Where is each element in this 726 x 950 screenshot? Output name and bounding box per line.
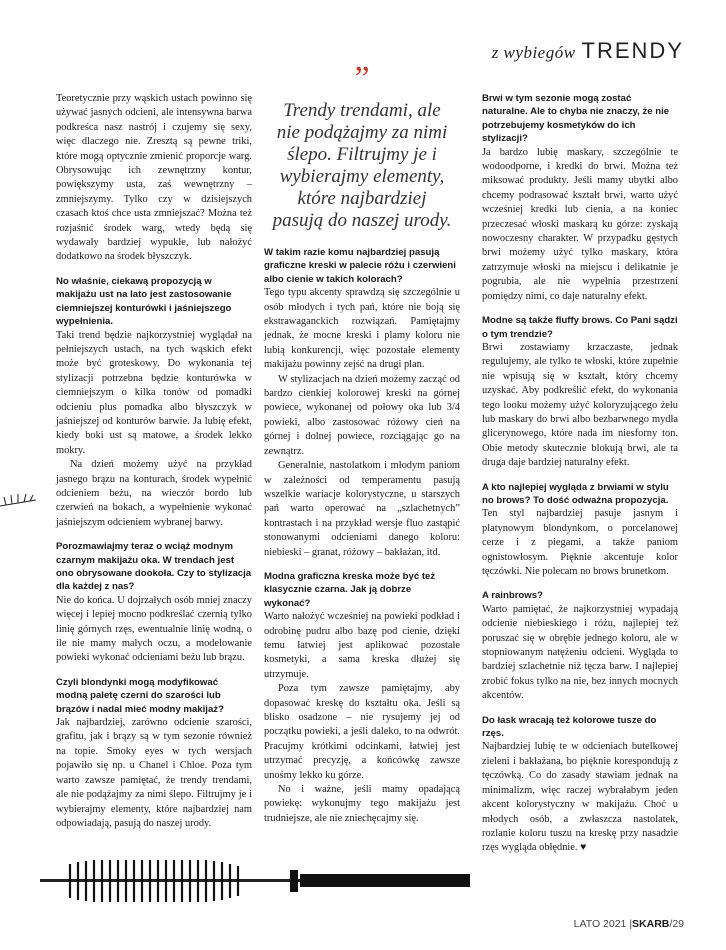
question: Brwi w tym sezonie mogą zostać naturalne. Ale to chyba nie znaczy, że nie potrzebujemy kosmetyków do ich stylizacji? xyxy=(482,93,670,145)
question: Modne są także fluffy brows. Co Pani sądzi o tym trendzie? xyxy=(482,315,678,340)
paragraph: Warto pamiętać, że najkorzystniej wypadają odcienie niebieskiego i różu, najlepiej też poruszać się w obrębie jednego koloru, ale w stopniowanym natężeniu odcieni. Wygląda to bardziej szlachetnie niż tęcza barw. I najlepiej zrobić fokus tylko na nie, bez innych mocnych akcentów. xyxy=(482,603,678,702)
question: A rainbrows? xyxy=(482,590,543,602)
question: W takim razie komu najbardziej pasują graficzne kreski w palecie różu i czerwieni albo cienie w takich kolorach? xyxy=(264,247,456,285)
paragraph: Taki trend będzie najkorzystniej wyglądał na pełniejszych ustach, na tych wąskich efekt może być groteskowy. Do wykonania tej stylizacji potrzebna będzie konturówka w ciemniejszym o kilka tonów od pomadki odcieniu plus pomadka albo błyszczyk w jaśniejszej od konturów barwie. Ja lubię efekt, kiedy boki ust są matowe, a środek lekko mokry. xyxy=(56,329,252,456)
pull-quote xyxy=(264,60,460,246)
page-footer xyxy=(574,918,684,930)
question: Porozmawiajmy teraz o wciąż modnym czarnym makijażu oka. W trendach jest ono obrysowane dookoła. Czy to stylizacja dla każdej z nas? xyxy=(56,541,252,593)
footer-brand: SKARB xyxy=(632,918,670,930)
paragraph: Ja bardzo lubię maskary, szczególnie te wodoodporne, i kredki do brwi. Można też miksować produkty. Jeśli mamy ubytki albo chcemy podrasować kształt brwi, warto użyć wcześniej kredki lub cienia, a na koniec przeczesać włoski maskarą ku górze: zyskają nowoczesny charakter. W przypadku gęstych brwi możemy użyć tylko maskary, która zatrzymuje włoski na miejscu i delikatnie je pogrubia, ale nie wypełnia przestrzeni pomiędzy nimi, co daje naturalny efekt. xyxy=(482,146,678,302)
question: No właśnie, ciekawą propozycją w makijażu ust na lato jest zastosowanie ciemniejszej konturówki i jaśniejszego wypełnienia. xyxy=(56,275,232,328)
paragraph: Nie do końca. U dojrzałych osób mniej znaczy więcej i lepiej mocno podkreślać czernią tylko linię górnych rzęs, ewentualnie linię wodną, o ile nie mamy małych oczu, a modelowanie powieki wykonać odcieniami beżu lub brązu. xyxy=(56,594,252,664)
paragraph: Ten styl najbardziej pasuje jasnym i platynowym blondynkom, o porcelanowej cerze i z piegami, a także paniom ognistowłosym. Pięknie akcentuje kolor tęczówki. Nie polecam no brows brunetkom. xyxy=(482,508,678,577)
mascara-brush-icon xyxy=(0,852,470,912)
pull-quote-text: Trendy trendami, ale nie podążajmy za nimi ślepo. Filtrujmy je i wybierajmy elementy, które najbardziej pasują do naszej urody. xyxy=(272,100,452,231)
quote-mark-icon: ” xyxy=(354,60,370,97)
column-2 xyxy=(264,60,460,826)
paragraph: Generalnie, nastolatkom i młodym paniom w zależności od temperamentu pasują wszelkie wariacje kolorystyczne, u starszych pań warto operować na „szlachetnych” kontrastach i na przykład wersje fluo zastąpić stonowanymi odcieniami danego koloru: niebieski – granat, różowy – bakłażan, itd. xyxy=(264,460,460,558)
column-1 xyxy=(56,92,252,831)
paragraph: Na dzień możemy użyć na przykład jasnego brązu na konturach, środek wypełnić odcieniem beżu, na wieczór bordo lub czerwień na bokach, a wypełnienie wykonać jaśniejszym odcieniem wybranej barwy. xyxy=(56,459,252,528)
paragraph: Tego typu akcenty sprawdzą się szczególnie u osób młodych i tych pań, które nie boją się ekstrawaganckich rozwiązań. Pamiętajmy jednak, że mocne kreski i plamy koloru nie lubią konkurencji, więc pozostałe elementy makijażu powinny zejść na drugi plan. xyxy=(264,287,460,371)
paragraph: Najbardziej lubię te w odcieniach butelkowej zieleni i bakłażana, bo pięknie korespondują z tęczówką. Co do zasady stawiam jednak na minimalizm, więc raczej wybrałabym jeden akcent kolorystyczny w makijażu. Choć u młodych osób, a zwłaszcza nastolatek, rozlanie koloru tuszu na kreskę przy nasadzie rzęs wygląda obłędnie. ♥ xyxy=(482,741,678,854)
question: Czyli blondynki mogą modyfikować modną paletę czerni do szarości lub brązów i nadal mieć modny makijaż? xyxy=(56,676,224,715)
footer-season: LATO 2021 xyxy=(573,918,627,930)
paragraph: Jak najbardziej, zarówno odcienie szarości, grafitu, jak i brązy są w tym sezonie również na topie. Smoky eyes w tych wersjach pojawiło się np. u Chanel i Chloe. Poza tym warto zawsze pamiętać, że trendy trendami, ale nie podążajmy za nimi ślepo. Filtrujmy je i wybierajmy elementy, które najbardziej nam odpowiadają, pasują do naszej urody. xyxy=(56,717,252,829)
eyelash-icon xyxy=(0,492,40,512)
section-header xyxy=(492,38,684,64)
footer-separator: / xyxy=(669,918,673,930)
paragraph: No i ważne, jeśli mamy opadającą powiekę: wykonujmy tego makijażu jest trudniejsze, ale nie zniechęcajmy się. xyxy=(264,784,460,824)
page-number: 29 xyxy=(672,918,684,930)
paragraph: Teoretycznie przy wąskich ustach powinno się używać jasnych odcieni, ale intensywna barwa podkreśca nasz nastrój i czujemy się sexy, więc dlaczego nie. Zresztą są pewne triki, które mogą optycznie zmienić proporcje warg. Obrysowując ich zewnętrzny kontur, powiększymy usta, zaś wewnętrzny – zmniejszymy. Tylko czy w dzisiejszych czasach ktoś chce usta zmniejszać? Można też rozjaśnić środek warg, wtedy będą się wydawały bardziej wypukłe, lub nałożyć dodatkowo na środek błyszczyk. xyxy=(56,93,252,263)
column-3 xyxy=(482,92,678,856)
paragraph: Warto nałożyć wcześniej na powieki podkład i odrobinę pudru albo bazę pod cienie, dzięki temu łatwiej jest aplikować pozostałe kosmetyki, a sama kreska dłużej się utrzymuje. xyxy=(264,611,460,680)
section-subtitle: z wybiegów xyxy=(491,43,576,62)
paragraph: Brwi zostawiamy krzaczaste, jednak regulujemy, ale tylko te włoski, które zupełnie nie wpisują się w kształt, który chcemy uzyskać. Aby podkreślić efekt, do wykonania tego looku możemy użyć koloryzującego żelu lub maskary do brwi albo bezbarwnego mydła glicerynowego, które nada im niesforny ton. Obie metody skutecznie blokują brwi, ale ta druga daje bardziej naturalny efekt. xyxy=(482,341,678,469)
section-title: TRENDY xyxy=(581,38,684,63)
question: Modna graficzna kreska może być też klasycznie czarna. Jak ją dobrze wykonać? xyxy=(264,570,436,609)
footer-separator: | xyxy=(629,918,633,930)
question: A kto najlepiej wygląda z brwiami w stylu no brows? To dość odważna propozycja. xyxy=(482,481,669,506)
paragraph: W stylizacjach na dzień możemy zacząć od bardzo cienkiej kolorowej kreski na górnej powiece, wykonanej od połowy oka lub 3/4 powieki, albo zastosować różowy cień na górnej i dolnej powiece, rozciągając go na zewnątrz. xyxy=(264,373,460,457)
question: Do łask wracają też kolorowe tusze do rzęs. xyxy=(482,714,657,740)
paragraph: Poza tym zawsze pamiętajmy, aby dopasować kreskę do kształtu oka. Jeśli są blisko osadzone – nie rysujemy jej od początku powieki, a jeśli daleko, to na odwrót. Pracujmy krótkimi odcinkami, łatwiej jest utrzymać precyzję, a końcówkę zawsze unośmy lekko ku górze. xyxy=(264,683,460,781)
